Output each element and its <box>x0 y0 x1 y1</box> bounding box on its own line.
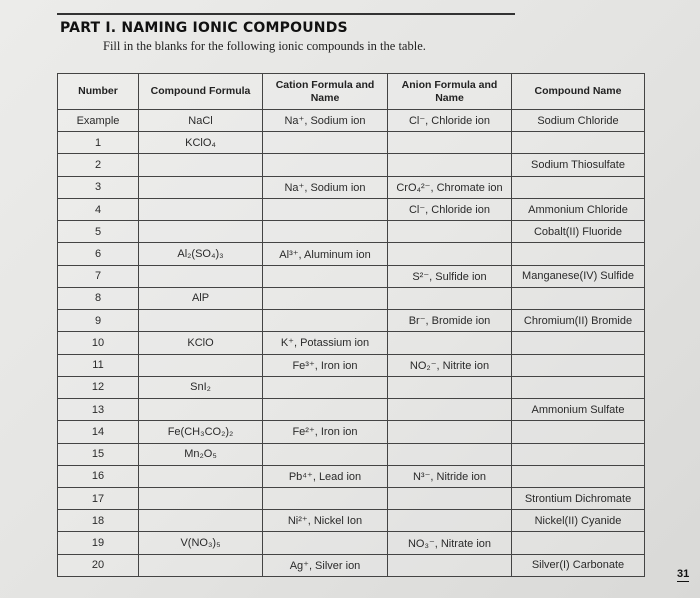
cation-cell-text: Ag⁺, Silver ion <box>289 559 361 572</box>
table-row <box>58 176 645 198</box>
name-cell <box>512 332 645 354</box>
name-cell-text: Sodium Thiosulfate <box>531 159 625 172</box>
table-row <box>58 376 645 398</box>
anion-cell <box>388 354 512 376</box>
number-cell-text: 4 <box>94 203 102 216</box>
name-cell <box>512 176 645 198</box>
name-cell <box>512 465 645 487</box>
anion-cell <box>388 465 512 487</box>
anion-cell-text: N³⁻, Nitride ion <box>412 470 487 483</box>
page-title: PART I. NAMING IONIC COMPOUNDS <box>60 20 348 36</box>
number-cell-text: 17 <box>91 492 105 505</box>
cation-cell <box>263 376 388 398</box>
name-cell <box>512 554 645 576</box>
anion-cell <box>388 487 512 509</box>
name-cell <box>512 265 645 287</box>
name-cell <box>512 287 645 309</box>
anion-cell <box>388 287 512 309</box>
name-cell <box>512 110 645 132</box>
number-cell-text: 20 <box>91 559 105 572</box>
anion-cell <box>388 421 512 443</box>
table-row <box>58 487 645 509</box>
number-cell-text: 14 <box>91 425 105 438</box>
cation-cell <box>263 399 388 421</box>
cation-cell-text: Na⁺, Sodium ion <box>284 181 366 194</box>
cation-cell <box>263 110 388 132</box>
cation-cell-text: Na⁺, Sodium ion <box>284 115 366 128</box>
table-row <box>58 221 645 243</box>
ionic-compounds-table <box>57 73 645 577</box>
cation-cell <box>263 443 388 465</box>
formula-cell <box>139 354 263 376</box>
number-cell <box>58 221 139 243</box>
cation-cell <box>263 287 388 309</box>
name-cell <box>512 132 645 154</box>
table-row <box>58 510 645 532</box>
table-row <box>58 310 645 332</box>
formula-cell-text: Al₂(SO₄)₃ <box>177 248 224 261</box>
formula-cell-text: AlP <box>191 292 210 305</box>
formula-cell <box>139 532 263 554</box>
anion-cell <box>388 198 512 220</box>
header-anion: Anion Formula and Name <box>388 74 512 110</box>
number-cell-text: 8 <box>94 292 102 305</box>
number-cell <box>58 510 139 532</box>
table-row <box>58 198 645 220</box>
cation-cell <box>263 154 388 176</box>
name-cell <box>512 310 645 332</box>
number-cell <box>58 554 139 576</box>
name-cell <box>512 532 645 554</box>
number-cell <box>58 154 139 176</box>
cation-cell <box>263 332 388 354</box>
table-row <box>58 354 645 376</box>
cation-cell-text: Ni²⁺, Nickel Ion <box>287 515 363 528</box>
cation-cell <box>263 198 388 220</box>
cation-cell <box>263 510 388 532</box>
anion-cell-text: NO₃⁻, Nitrate ion <box>407 537 492 550</box>
anion-cell <box>388 132 512 154</box>
number-cell <box>58 132 139 154</box>
formula-cell <box>139 221 263 243</box>
number-cell <box>58 310 139 332</box>
anion-cell <box>388 443 512 465</box>
number-cell <box>58 399 139 421</box>
number-cell-text: 15 <box>91 448 105 461</box>
anion-cell <box>388 265 512 287</box>
formula-cell-text: SnI₂ <box>190 381 211 394</box>
table-row <box>58 554 645 576</box>
number-cell-text: 9 <box>94 314 102 327</box>
page-number: 31 <box>677 568 690 580</box>
name-cell <box>512 376 645 398</box>
formula-cell <box>139 132 263 154</box>
table-row <box>58 399 645 421</box>
formula-cell <box>139 443 263 465</box>
name-cell-text: Ammonium Sulfate <box>531 403 625 416</box>
number-cell-text: 10 <box>91 336 105 349</box>
cation-cell <box>263 243 388 265</box>
formula-cell-text: Mn₂O₅ <box>184 448 217 461</box>
name-cell-text: Manganese(IV) Sulfide <box>522 270 634 283</box>
table-row <box>58 132 645 154</box>
number-cell-text: 5 <box>94 225 102 238</box>
formula-cell <box>139 154 263 176</box>
table-body <box>58 110 645 577</box>
number-cell <box>58 243 139 265</box>
formula-cell <box>139 287 263 309</box>
number-cell <box>58 421 139 443</box>
formula-cell <box>139 465 263 487</box>
cation-cell <box>263 176 388 198</box>
table-row <box>58 265 645 287</box>
name-cell-text: Ammonium Chloride <box>528 203 628 216</box>
name-cell <box>512 487 645 509</box>
table-row <box>58 443 645 465</box>
name-cell <box>512 198 645 220</box>
formula-cell <box>139 376 263 398</box>
number-cell-text: Example <box>76 114 120 127</box>
number-cell <box>58 354 139 376</box>
table-row <box>58 243 645 265</box>
number-cell-text: 19 <box>91 537 105 550</box>
header-compound-formula: Compound Formula <box>139 74 263 110</box>
anion-cell <box>388 221 512 243</box>
name-cell <box>512 421 645 443</box>
number-cell-text: 1 <box>94 136 102 149</box>
name-cell <box>512 510 645 532</box>
anion-cell <box>388 176 512 198</box>
number-cell <box>58 376 139 398</box>
header-row <box>58 74 645 110</box>
cation-cell <box>263 554 388 576</box>
formula-cell <box>139 176 263 198</box>
formula-cell <box>139 487 263 509</box>
name-cell <box>512 399 645 421</box>
cation-cell <box>263 265 388 287</box>
number-cell-text: 18 <box>91 514 105 527</box>
number-cell-text: 16 <box>91 470 105 483</box>
table-row <box>58 154 645 176</box>
anion-cell <box>388 532 512 554</box>
number-cell-text: 11 <box>92 359 104 372</box>
header-compound-name: Compound Name <box>512 74 645 110</box>
formula-cell-text: KClO <box>187 336 214 349</box>
cation-cell <box>263 354 388 376</box>
formula-cell <box>139 421 263 443</box>
name-cell <box>512 243 645 265</box>
name-cell-text: Strontium Dichromate <box>524 492 632 505</box>
formula-cell <box>139 510 263 532</box>
anion-cell <box>388 332 512 354</box>
cation-cell-text: K⁺, Potassium ion <box>280 337 370 350</box>
header-number: Number <box>58 74 139 110</box>
number-cell <box>58 198 139 220</box>
formula-cell <box>139 399 263 421</box>
anion-cell-text: Cl⁻, Chloride ion <box>408 115 490 128</box>
formula-cell-text: NaCl <box>188 114 213 127</box>
cation-cell <box>263 465 388 487</box>
name-cell <box>512 443 645 465</box>
anion-cell <box>388 510 512 532</box>
name-cell <box>512 221 645 243</box>
number-cell <box>58 176 139 198</box>
anion-cell-text: NO₂⁻, Nitrite ion <box>409 359 490 372</box>
top-rule <box>57 13 515 15</box>
cation-cell-text: Al³⁺, Aluminum ion <box>279 248 371 261</box>
name-cell <box>512 354 645 376</box>
cation-cell <box>263 532 388 554</box>
anion-cell <box>388 154 512 176</box>
name-cell-text: Sodium Chloride <box>537 114 619 127</box>
instructions: Fill in the blanks for the following ionic compounds in the table. <box>103 39 426 53</box>
number-cell <box>58 465 139 487</box>
formula-cell <box>139 265 263 287</box>
anion-cell-text: Br⁻, Bromide ion <box>408 315 491 328</box>
number-cell <box>58 487 139 509</box>
anion-cell-text: S²⁻, Sulfide ion <box>412 270 487 283</box>
number-cell <box>58 265 139 287</box>
cation-cell <box>263 132 388 154</box>
name-cell-text: Chromium(II) Bromide <box>523 314 633 327</box>
formula-cell <box>139 332 263 354</box>
number-cell-text: 7 <box>94 270 102 283</box>
number-cell-text: 3 <box>94 181 102 194</box>
number-cell-text: 13 <box>91 403 105 416</box>
cation-cell <box>263 487 388 509</box>
anion-cell <box>388 399 512 421</box>
formula-cell <box>139 110 263 132</box>
number-cell <box>58 443 139 465</box>
formula-cell-text: Fe(CH₃CO₂)₂ <box>167 425 234 438</box>
anion-cell-text: CrO₄²⁻, Chromate ion <box>396 181 503 194</box>
table-row <box>58 465 645 487</box>
anion-cell <box>388 376 512 398</box>
cation-cell <box>263 421 388 443</box>
anion-cell <box>388 310 512 332</box>
anion-cell <box>388 554 512 576</box>
header-cation: Cation Formula and Name <box>263 74 388 110</box>
cation-cell-text: Pb⁴⁺, Lead ion <box>288 470 362 483</box>
formula-cell <box>139 243 263 265</box>
cation-cell-text: Fe²⁺, Iron ion <box>292 426 358 439</box>
name-cell-text: Silver(I) Carbonate <box>531 559 625 572</box>
cation-cell <box>263 221 388 243</box>
number-cell <box>58 287 139 309</box>
name-cell-text: Nickel(II) Cyanide <box>534 514 622 527</box>
formula-cell <box>139 554 263 576</box>
name-cell-text: Cobalt(II) Fluoride <box>533 225 623 238</box>
anion-cell <box>388 110 512 132</box>
number-cell-text: 6 <box>94 248 102 261</box>
formula-cell <box>139 198 263 220</box>
formula-cell-text: V(NO₃)₅ <box>180 537 221 550</box>
table-row <box>58 287 645 309</box>
anion-cell-text: Cl⁻, Chloride ion <box>408 204 490 217</box>
number-cell <box>58 532 139 554</box>
table-row <box>58 332 645 354</box>
cation-cell <box>263 310 388 332</box>
table-row <box>58 110 645 132</box>
anion-cell <box>388 243 512 265</box>
formula-cell-text: KClO₄ <box>185 136 216 149</box>
number-cell-text: 2 <box>94 159 102 172</box>
cation-cell-text: Fe³⁺, Iron ion <box>292 359 358 372</box>
number-cell-text: 12 <box>91 381 105 394</box>
table-row <box>58 421 645 443</box>
name-cell <box>512 154 645 176</box>
number-cell <box>58 332 139 354</box>
table-row <box>58 532 645 554</box>
number-cell <box>58 110 139 132</box>
formula-cell <box>139 310 263 332</box>
